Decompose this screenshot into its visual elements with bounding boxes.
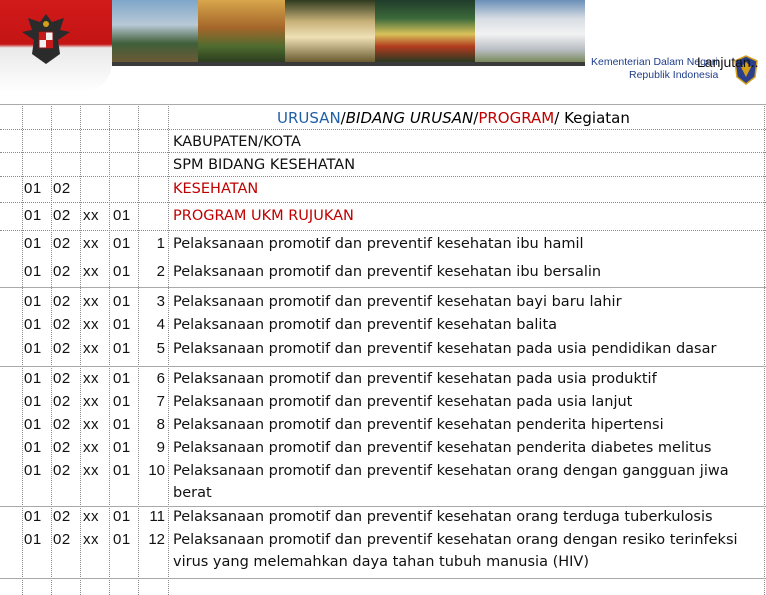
code-c3: xx — [83, 263, 99, 280]
grid-col-line — [80, 104, 81, 595]
heading-program: PROGRAM — [478, 109, 555, 127]
kegiatan-text: Pelaksanaan promotif dan preventif kesehatan balita — [173, 317, 558, 333]
kegiatan-text: KABUPATEN/KOTA — [173, 134, 301, 150]
kegiatan-text: Pelaksanaan promotif dan preventif kesehatan penderita hipertensi — [173, 417, 664, 433]
kegiatan-text: Pelaksanaan promotif dan preventif kesehatan ibu hamil — [173, 236, 584, 252]
garuda-emblem-icon — [18, 10, 74, 68]
kegiatan-text: PROGRAM UKM RUJUKAN — [173, 208, 354, 224]
code-c1: 01 — [24, 293, 42, 310]
code-c3: xx — [83, 508, 99, 525]
code-c4: 01 — [113, 263, 131, 280]
code-c1: 01 — [24, 462, 42, 479]
continued-label: Lanjutan.. — [697, 54, 759, 70]
photo-bird-of-paradise — [375, 0, 475, 62]
grid-row-line — [0, 366, 766, 367]
code-c1: 01 — [24, 508, 42, 525]
code-c2: 02 — [53, 531, 71, 548]
code-c4: 01 — [113, 393, 131, 410]
grid-col-line — [764, 104, 765, 595]
photo-landscape-2 — [198, 0, 285, 62]
code-c3: xx — [83, 235, 99, 252]
row-number: 1 — [156, 235, 165, 252]
code-c3: xx — [83, 293, 99, 310]
code-c2: 02 — [53, 416, 71, 433]
grid-col-line — [109, 104, 110, 595]
code-c1: 01 — [24, 235, 42, 252]
code-c3: xx — [83, 370, 99, 387]
code-c3: xx — [83, 316, 99, 333]
code-c4: 01 — [113, 207, 131, 224]
heading-urusan: URUSAN — [277, 109, 341, 127]
photo-culture — [285, 0, 375, 62]
row-number: 3 — [156, 293, 165, 310]
row-number: 5 — [156, 340, 165, 357]
row-number: 11 — [149, 508, 165, 525]
code-c3: xx — [83, 416, 99, 433]
code-c1: 01 — [24, 439, 42, 456]
code-c1: 01 — [24, 531, 42, 548]
kegiatan-text: Pelaksanaan promotif dan preventif kesehatan orang terduga tuberkulosis — [173, 509, 713, 525]
code-c4: 01 — [113, 235, 131, 252]
kegiatan-text: Pelaksanaan promotif dan preventif kesehatan orang dengan resiko terinfeksi virus yang melemahkan daya tahan tubuh manusia (HIV) — [173, 532, 738, 570]
kegiatan-text: Pelaksanaan promotif dan preventif kesehatan bayi baru lahir — [173, 294, 622, 310]
code-c2: 02 — [53, 439, 71, 456]
code-c2: 02 — [53, 393, 71, 410]
grid-row-line — [0, 176, 766, 177]
code-c3: xx — [83, 439, 99, 456]
kegiatan-text: Pelaksanaan promotif dan preventif kesehatan pada usia produktif — [173, 371, 657, 387]
grid-row-line — [0, 230, 766, 231]
row-number: 7 — [156, 393, 165, 410]
row-number: 10 — [148, 462, 165, 479]
code-c4: 01 — [113, 439, 131, 456]
code-c2: 02 — [53, 235, 71, 252]
code-c1: 01 — [24, 263, 42, 280]
grid-col-line — [168, 104, 169, 595]
grid-col-line — [138, 104, 139, 595]
code-c2: 02 — [53, 263, 71, 280]
kegiatan-text: SPM BIDANG KESEHATAN — [173, 157, 356, 173]
code-c1: 01 — [24, 207, 42, 224]
grid-row-line — [0, 578, 766, 579]
kegiatan-text: Pelaksanaan promotif dan preventif kesehatan pada usia lanjut — [173, 394, 633, 410]
photo-strip-shadow — [112, 62, 585, 66]
grid-col-line — [22, 104, 23, 595]
grid-row-line — [0, 129, 766, 130]
photo-landscape-1 — [112, 0, 198, 62]
code-c4: 01 — [113, 462, 131, 479]
heading-separator: / — [340, 109, 346, 127]
code-c1: 01 — [24, 316, 42, 333]
code-c3: xx — [83, 393, 99, 410]
code-c4: 01 — [113, 340, 131, 357]
code-c4: 01 — [113, 293, 131, 310]
code-c4: 01 — [113, 316, 131, 333]
grid-col-line — [51, 104, 52, 595]
code-c3: xx — [83, 462, 99, 479]
row-number: 12 — [148, 531, 165, 548]
code-c1: 01 — [24, 416, 42, 433]
code-c3: xx — [83, 340, 99, 357]
code-c2: 02 — [53, 508, 71, 525]
grid-row-line — [0, 104, 766, 105]
code-c4: 01 — [113, 370, 131, 387]
kegiatan-text: Pelaksanaan promotif dan preventif kesehatan pada usia pendidikan dasar — [173, 341, 717, 357]
row-number: 4 — [156, 316, 165, 333]
code-c2: 02 — [53, 180, 71, 197]
code-c4: 01 — [113, 508, 131, 525]
code-c4: 01 — [113, 531, 131, 548]
row-number: 8 — [156, 416, 165, 433]
table-heading — [277, 107, 630, 129]
row-number: 6 — [156, 370, 165, 387]
heading-separator: / — [473, 109, 479, 127]
code-c1: 01 — [24, 340, 42, 357]
code-c2: 02 — [53, 370, 71, 387]
heading-kegiatan: / Kegiatan — [554, 109, 630, 127]
row-number: 9 — [156, 439, 165, 456]
code-c1: 01 — [24, 180, 42, 197]
code-c2: 02 — [53, 316, 71, 333]
grid-row-line — [0, 202, 766, 203]
kegiatan-text: KESEHATAN — [173, 181, 259, 197]
code-c3: xx — [83, 207, 99, 224]
kegiatan-text: Pelaksanaan promotif dan preventif kesehatan penderita diabetes melitus — [173, 440, 712, 456]
code-c3: xx — [83, 531, 99, 548]
heading-bidang-urusan: BIDANG URUSAN — [345, 109, 474, 127]
code-c1: 01 — [24, 370, 42, 387]
ministry-line-2: Republik Indonesia — [629, 69, 719, 81]
code-c4: 01 — [113, 416, 131, 433]
code-c1: 01 — [24, 393, 42, 410]
grid-row-line — [0, 287, 766, 288]
header-banner — [0, 0, 766, 96]
code-c2: 02 — [53, 293, 71, 310]
kegiatan-text: Pelaksanaan promotif dan preventif kesehatan ibu bersalin — [173, 264, 602, 280]
kegiatan-text: Pelaksanaan promotif dan preventif kesehatan orang dengan gangguan jiwa berat — [173, 463, 729, 501]
code-c2: 02 — [53, 340, 71, 357]
code-c2: 02 — [53, 207, 71, 224]
code-c2: 02 — [53, 462, 71, 479]
ministry-line-1: Kementerian Dalam Negeri — [591, 56, 718, 68]
photo-building — [475, 0, 585, 62]
row-number: 2 — [156, 263, 165, 280]
